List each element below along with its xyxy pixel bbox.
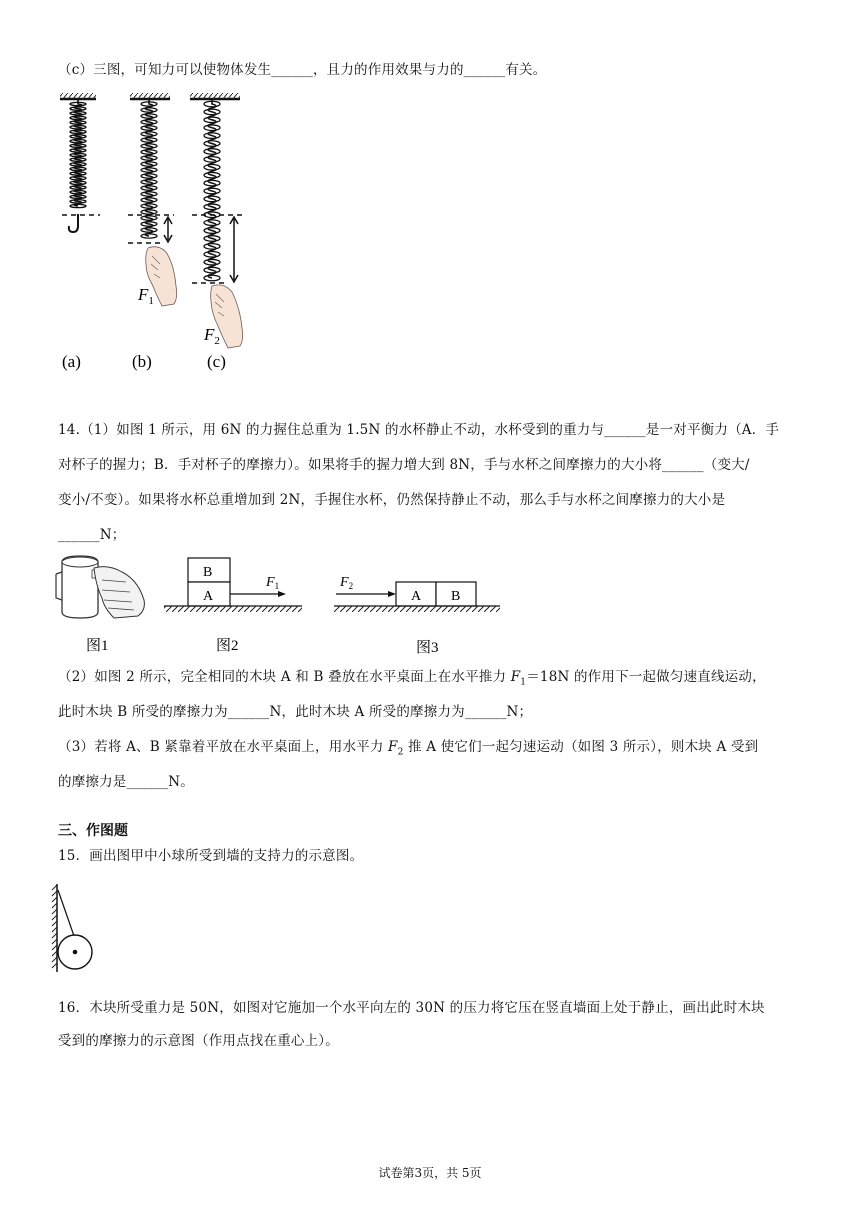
q14-line2: 对杯子的握力；B．手对杯子的摩擦力）。如果将手的握力增大到 8N，手与水杯之间摩擦力的大小将______（变大/ xyxy=(58,457,750,473)
section-heading: 三、作图题 xyxy=(58,823,128,839)
q14-part3-line1: （3）若将 A、B 紧靠着平放在水平桌面上，用水平力 $F_2$ 推 A 使它们一起匀速运动（如图 3 所示），则木块 A 受到 xyxy=(58,739,759,758)
block-a-fig3-label: A xyxy=(411,589,422,604)
spring-b xyxy=(141,100,157,238)
q14-part3-line2: 的摩擦力是______N。 xyxy=(58,774,194,790)
f1-label: $F_1$ xyxy=(138,285,154,307)
q15-text: 15．画出图甲中小球所受到墙的支持力的示意图。 xyxy=(58,848,364,864)
fig1-label: 图1 xyxy=(86,638,109,654)
q14-line1: 14.（1）如图 1 所示，用 6N 的力握住总重为 1.5N 的水杯静止不动，水杯受到的重力与______是一对平衡力（A．手 xyxy=(58,422,780,438)
block-a-label: A xyxy=(203,589,214,604)
friction-figures xyxy=(52,552,512,660)
q14-line3: 变小/不变）。如果将水杯总重增加到 2N，手握住水杯，仍然保持静止不动，那么手与水杯之间摩擦力的大小是 xyxy=(58,492,726,508)
spring-c xyxy=(204,100,220,281)
q13c-text: （c）三图，可知力可以使物体发生______，且力的作用效果与力的______有关。 xyxy=(58,62,547,78)
cup-in-hand-icon xyxy=(56,556,144,618)
q14-part2-line1: （2）如图 2 所示，完全相同的木块 A 和 B 叠放在水平桌面上在水平推力 $F_1=18N$ 的作用下一起做匀速直线运动， xyxy=(58,669,766,688)
ceiling-b xyxy=(130,93,170,99)
ceiling-c xyxy=(190,93,240,99)
panel-label-c: (c) xyxy=(207,352,226,371)
ball-wall-figure xyxy=(50,882,110,976)
q16-line1: 16．木块所受重力是 50N，如图对它施加一个水平向左的 30N 的压力将它压在竖直墙面上处于静止，画出此时木块 xyxy=(58,1000,765,1016)
q16-line2: 受到的摩擦力的示意图（作用点找在重心上）。 xyxy=(58,1033,339,1049)
block-b-label: B xyxy=(203,565,213,580)
panel-label-b: (b) xyxy=(132,352,152,371)
extension-arrow-c xyxy=(230,217,238,282)
fig3-label: 图3 xyxy=(416,640,439,656)
fig3-force-label: $F_2$ xyxy=(340,575,354,591)
fig2-label: 图2 xyxy=(216,638,239,654)
figure3-diagram xyxy=(334,575,500,612)
extension-arrow-b xyxy=(164,217,172,242)
q14-part2-line2: 此时木块 B 所受的摩擦力为______N，此时木块 A 所受的摩擦力为______N； xyxy=(58,704,533,720)
q14-line4: ______N； xyxy=(58,527,126,543)
ceiling-a xyxy=(60,93,96,99)
panel-label-a: (a) xyxy=(62,352,81,371)
string-line xyxy=(58,890,74,936)
block-b-fig3-label: B xyxy=(451,589,461,604)
hook-a xyxy=(69,214,78,232)
fig2-force-label: $F_1$ xyxy=(266,575,280,591)
page-footer: 试卷第3页，共 5页 xyxy=(378,1166,482,1180)
spring-figure xyxy=(52,88,272,378)
f2-label: $F_2$ xyxy=(204,325,220,347)
spring-a xyxy=(70,100,86,208)
figure2-diagram xyxy=(164,558,302,612)
